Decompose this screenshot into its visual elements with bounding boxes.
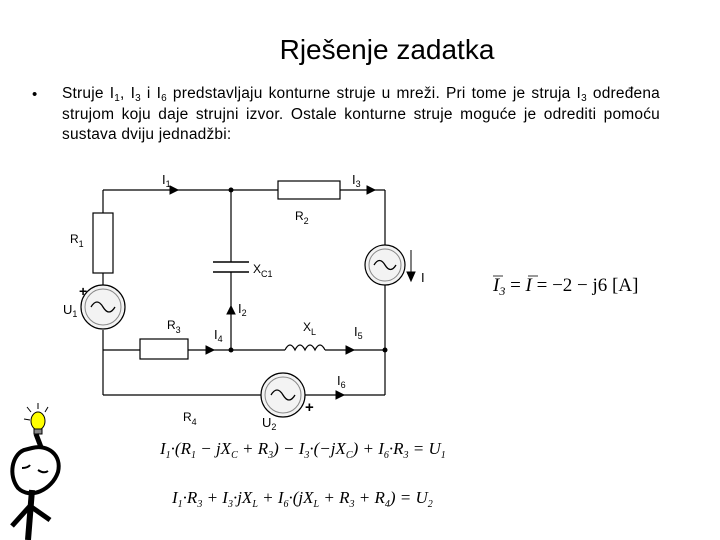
label-plus-u1: +	[79, 283, 88, 299]
label-r4: $R_4$	[183, 410, 197, 427]
resistor-r2	[278, 181, 340, 199]
bullet-paragraph: Struje $I_1$, $I_3$ i $I_6$ predstavljaju konturne struje u mreži. Pri tome je struja $I_3$ određena strujom koju daje strujni izvor. Ostale konturne struje moguće je odrediti pomoću sustava dviju jednadžbi:	[62, 85, 660, 143]
stick-figure-icon	[12, 403, 59, 540]
circuit-wires	[103, 190, 385, 395]
equation-2	[171, 488, 433, 510]
node-dot	[229, 188, 234, 193]
inductor-xl	[285, 345, 325, 350]
node-dot	[229, 348, 234, 353]
bullet-icon: •	[32, 86, 38, 103]
label-xc1: $X_{C1}$	[253, 262, 273, 279]
node-dot	[383, 348, 388, 353]
arrow-icon	[170, 186, 178, 194]
arrow-icon	[227, 306, 235, 314]
label-i6: $I_6$	[337, 373, 346, 390]
arrow-icon	[206, 346, 214, 354]
label-xl: $X_L$	[303, 320, 317, 337]
label-r2: $R_2$	[295, 209, 309, 226]
label-i-source: I	[421, 270, 425, 285]
label-i1: $I_1$	[162, 172, 171, 189]
arrow-icon	[367, 186, 375, 194]
label-u1: $U_1$	[63, 302, 78, 319]
equation-i3	[492, 275, 638, 298]
svg-text:I3 = I = −2 − j6 [A]: $I_3 = I = -2 - j6$ [A]	[493, 275, 639, 298]
label-i4: $I_4$	[214, 327, 223, 344]
label-plus-u2: +	[305, 399, 314, 416]
equation-1	[159, 439, 446, 461]
arrow-icon	[346, 346, 354, 354]
arrow-icon	[336, 391, 344, 399]
label-i3: $I_3$	[352, 172, 361, 189]
label-r3: $R_3$	[167, 318, 181, 335]
page-title: Rješenje zadatka	[279, 34, 495, 65]
svg-text:I1·R3 + I3·jXL + I6·(jXL + R3: $I_1\cdot R_3 + I_3\cdot jX_L + I_6\cdot(jX_L + R_3 + R_4) = U_2$	[172, 488, 433, 510]
lightbulb-idea-icon	[24, 403, 48, 434]
resistor-r3	[140, 339, 188, 359]
arrow-icon	[407, 272, 415, 281]
label-i5: $I_5$	[354, 324, 363, 341]
resistor-r1	[93, 213, 113, 273]
label-i2: $I_2$	[238, 301, 247, 318]
label-r1: $R_1$	[70, 232, 84, 249]
svg-text:I1·(R1 − jXC + R3) − I3·(−jXC): $I_1\cdot(R_1 - jX_C + R_3) - I_3\cdot(-jX_C) + I_6\cdot R_3 = U_1$	[160, 439, 446, 461]
label-u2: $U_2$	[262, 415, 277, 432]
